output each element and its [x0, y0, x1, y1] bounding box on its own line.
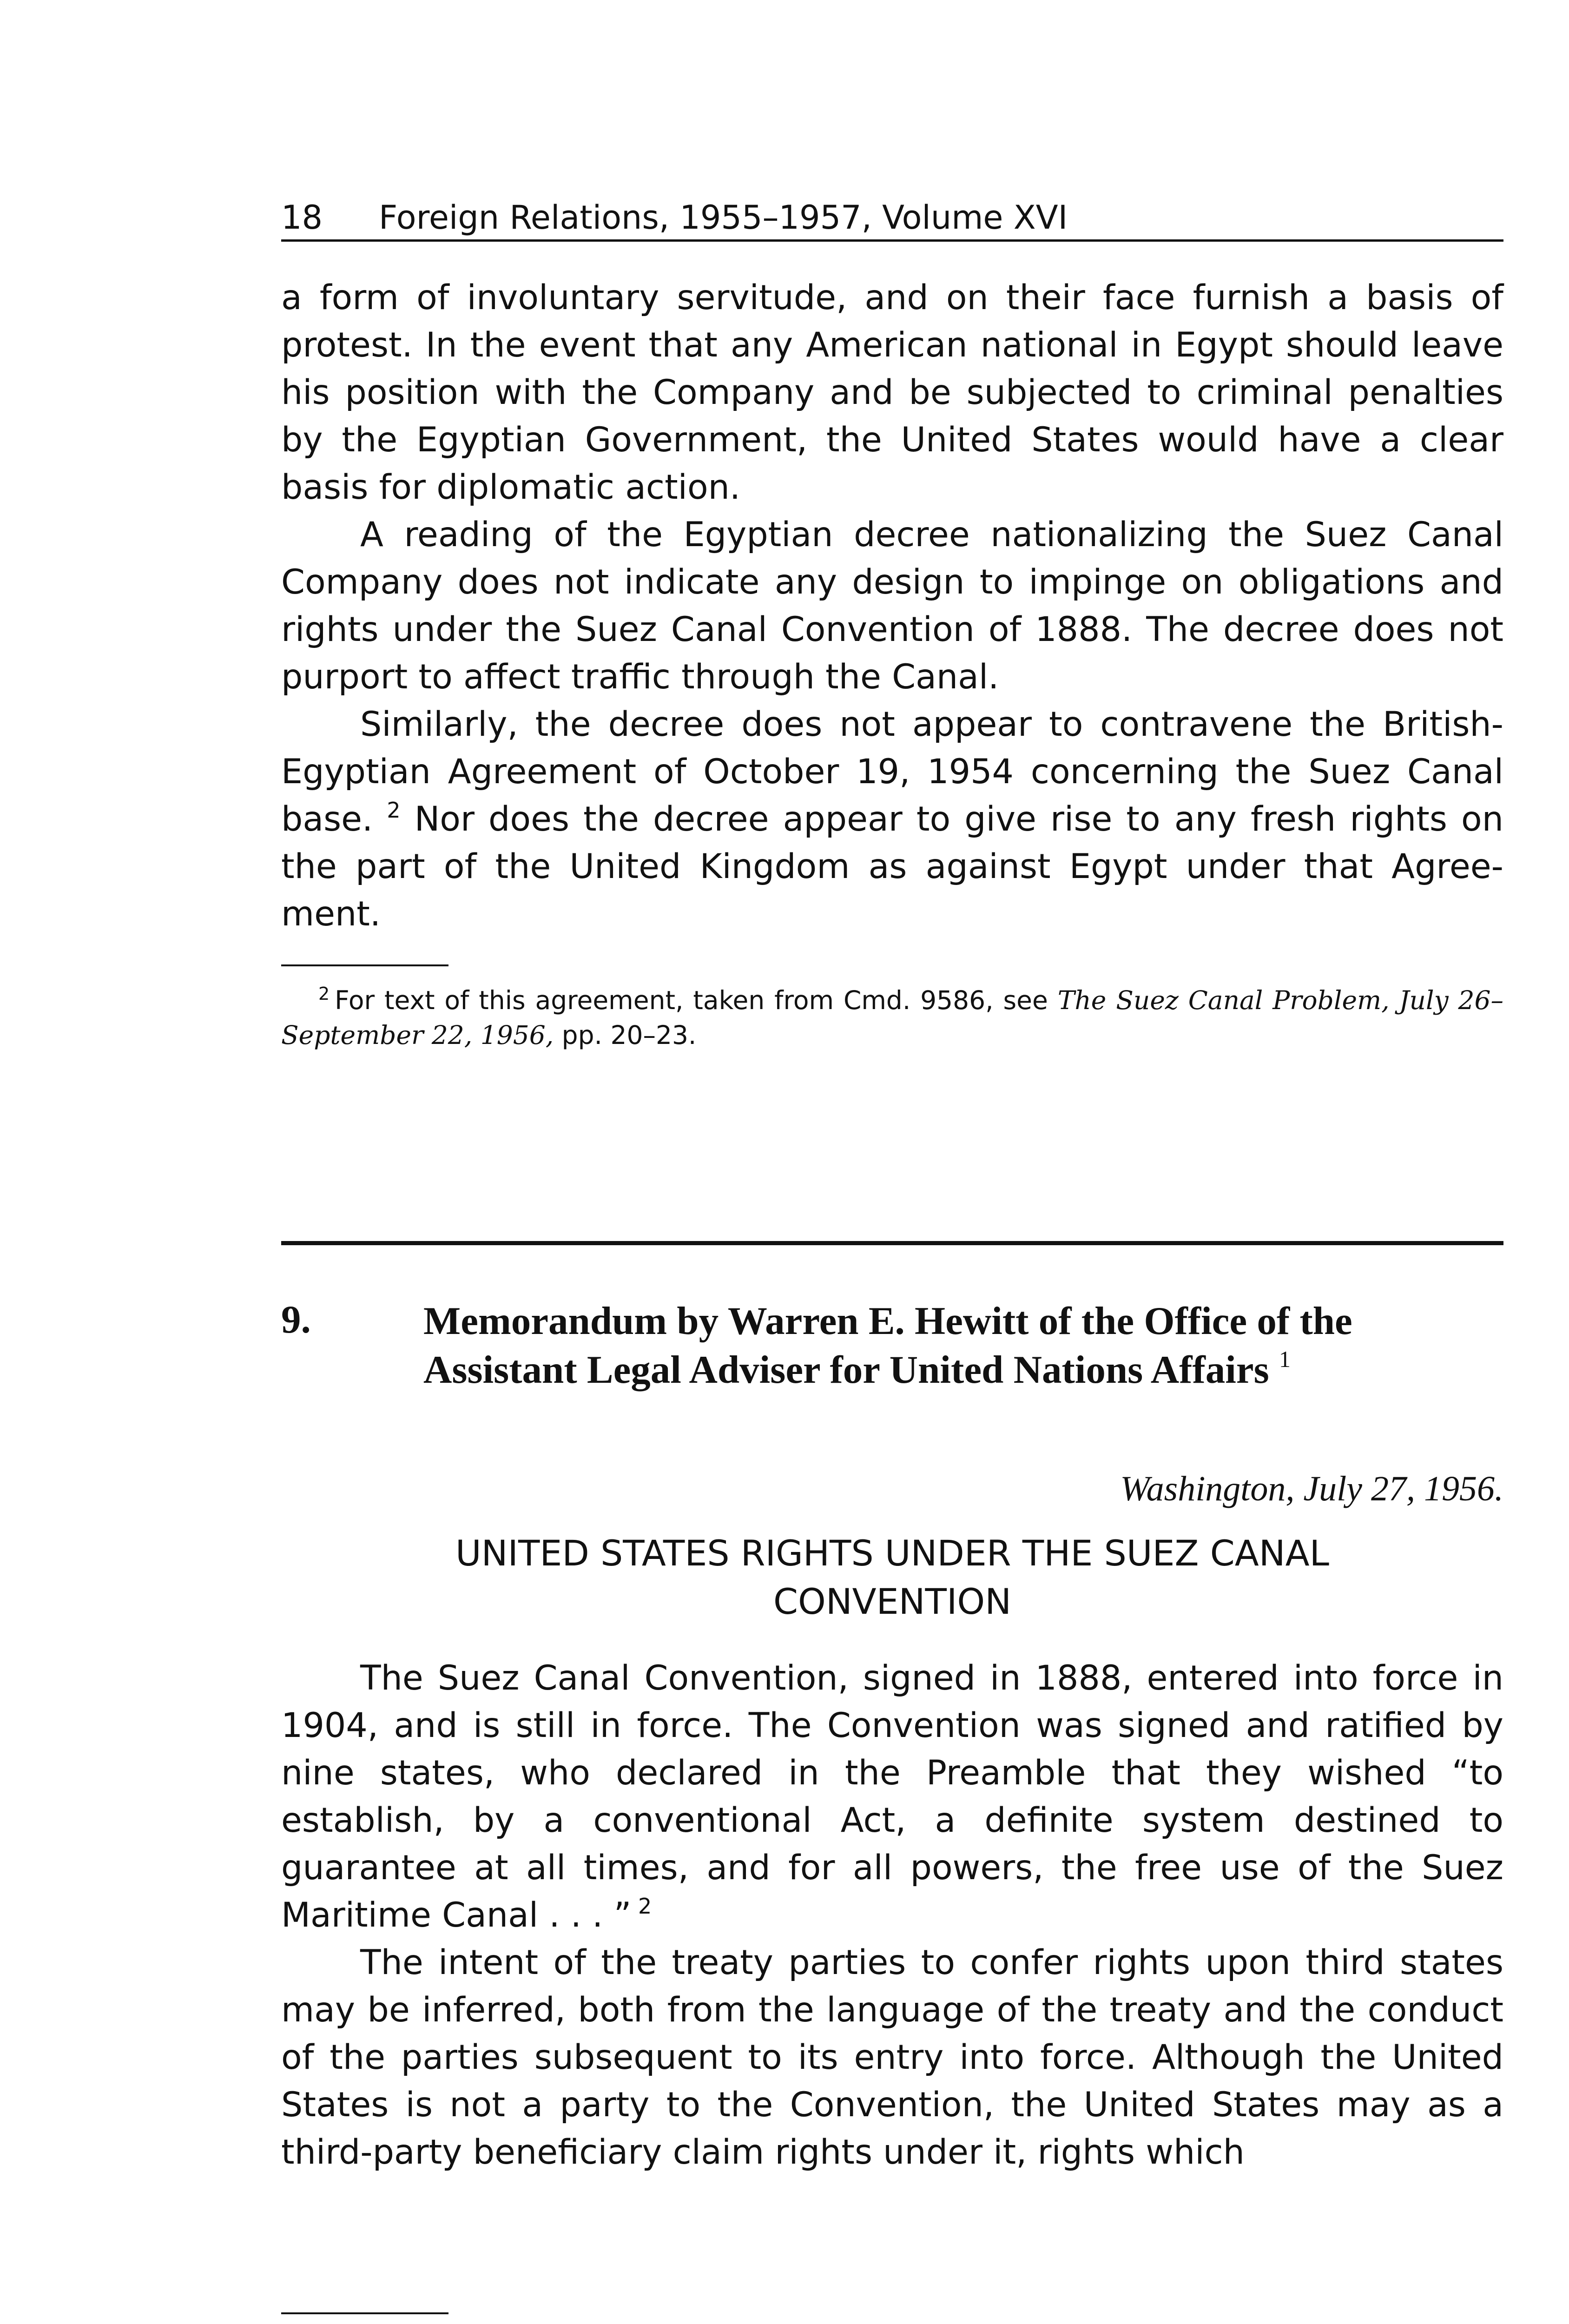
agreement-text-2: Nor does the decree appear to give rise to any fresh rights on the part of the United Kingdom as against Egypt under that Agree-ment. [281, 799, 1503, 934]
memo-body [281, 1655, 1503, 2176]
footnote-rule [281, 964, 448, 966]
memo-heading [281, 1529, 1503, 1626]
continuation-text [281, 274, 1503, 938]
document-title-text: Memorandum by Warren E. Hewitt of the Office of the Assistant Legal Adviser for United Nations Affairs [423, 1299, 1352, 1392]
section-divider [281, 1241, 1503, 1245]
running-title: Foreign Relations, 1955–1957, Volume XVI [379, 198, 1068, 237]
document-number: 9. [281, 1298, 311, 1341]
footnote-ref-2b: 2 [638, 1894, 652, 1919]
footnote-rule-bottom [281, 2312, 448, 2314]
dateline: Washington, July 27, 1956. [1120, 1469, 1503, 1508]
footnote-italic-title: The Suez Canal Problem, July 26–September 22, 1956, [281, 985, 1503, 1050]
memo-paragraph-1 [281, 1655, 1503, 1939]
footnote-mark: 2 [318, 984, 330, 1004]
decree-paragraph: A reading of the Egyptian decree nationalizing the Suez Canal Company does not indicate any design to impinge on obligations and rights under the Suez Canal Convention of 1888. The decree does not purport to affect traffic through the Canal. [281, 515, 1503, 697]
memo-heading-line-2: CONVENTION [773, 1581, 1012, 1622]
footnote-ref-1: 1 [1279, 1346, 1291, 1372]
footnotes-top [281, 983, 1503, 1053]
footnote-ref-2: 2 [387, 798, 401, 823]
agreement-paragraph [281, 701, 1503, 938]
memo-heading-line-1: UNITED STATES RIGHTS UNDER THE SUEZ CANAL [455, 1532, 1329, 1574]
agreement-text-1: Similarly, the decree does not appear to contravene the British-Egyptian Agreement of October 19, 1954 concerning the Suez Canal base. [281, 705, 1503, 839]
memo-paragraph-2: The intent of the treaty parties to confer rights upon third states may be inferred, both from the language of the treaty and the conduct of the parties subsequent to its entry into force. Although the United States is not a party to the Convention, the United States may as a third-party beneficiary claim rights under it, rights which [281, 1943, 1503, 2172]
footnote-text: For text of this agreement, taken from Cmd. 9586, see [335, 985, 1058, 1015]
page-number: 18 [281, 198, 323, 237]
memo-paragraph-1-text: The Suez Canal Convention, signed in 1888, entered into force in 1904, and is still in force. The Convention was signed and ratified by nine states, who declared in the Preamble that they wished “to establish, by a conventional Act, a definite system destined to guarantee at all times, and for all powers, the free use of the Suez Maritime Canal . . . ” [281, 1658, 1503, 1935]
document-title [423, 1297, 1503, 1394]
running-header [281, 188, 1503, 242]
footnote-pages: pp. 20–23. [554, 1020, 697, 1050]
footnote-2-agreement [281, 983, 1503, 1053]
continuation-paragraph: a form of involuntary servitude, and on their face furnish a basis of protest. In the event that any American national in Egypt should leave his position with the Company and be subjected to criminal penalties by the Egyptian Government, the United States would have a clear basis for diplomatic action. [281, 278, 1503, 507]
